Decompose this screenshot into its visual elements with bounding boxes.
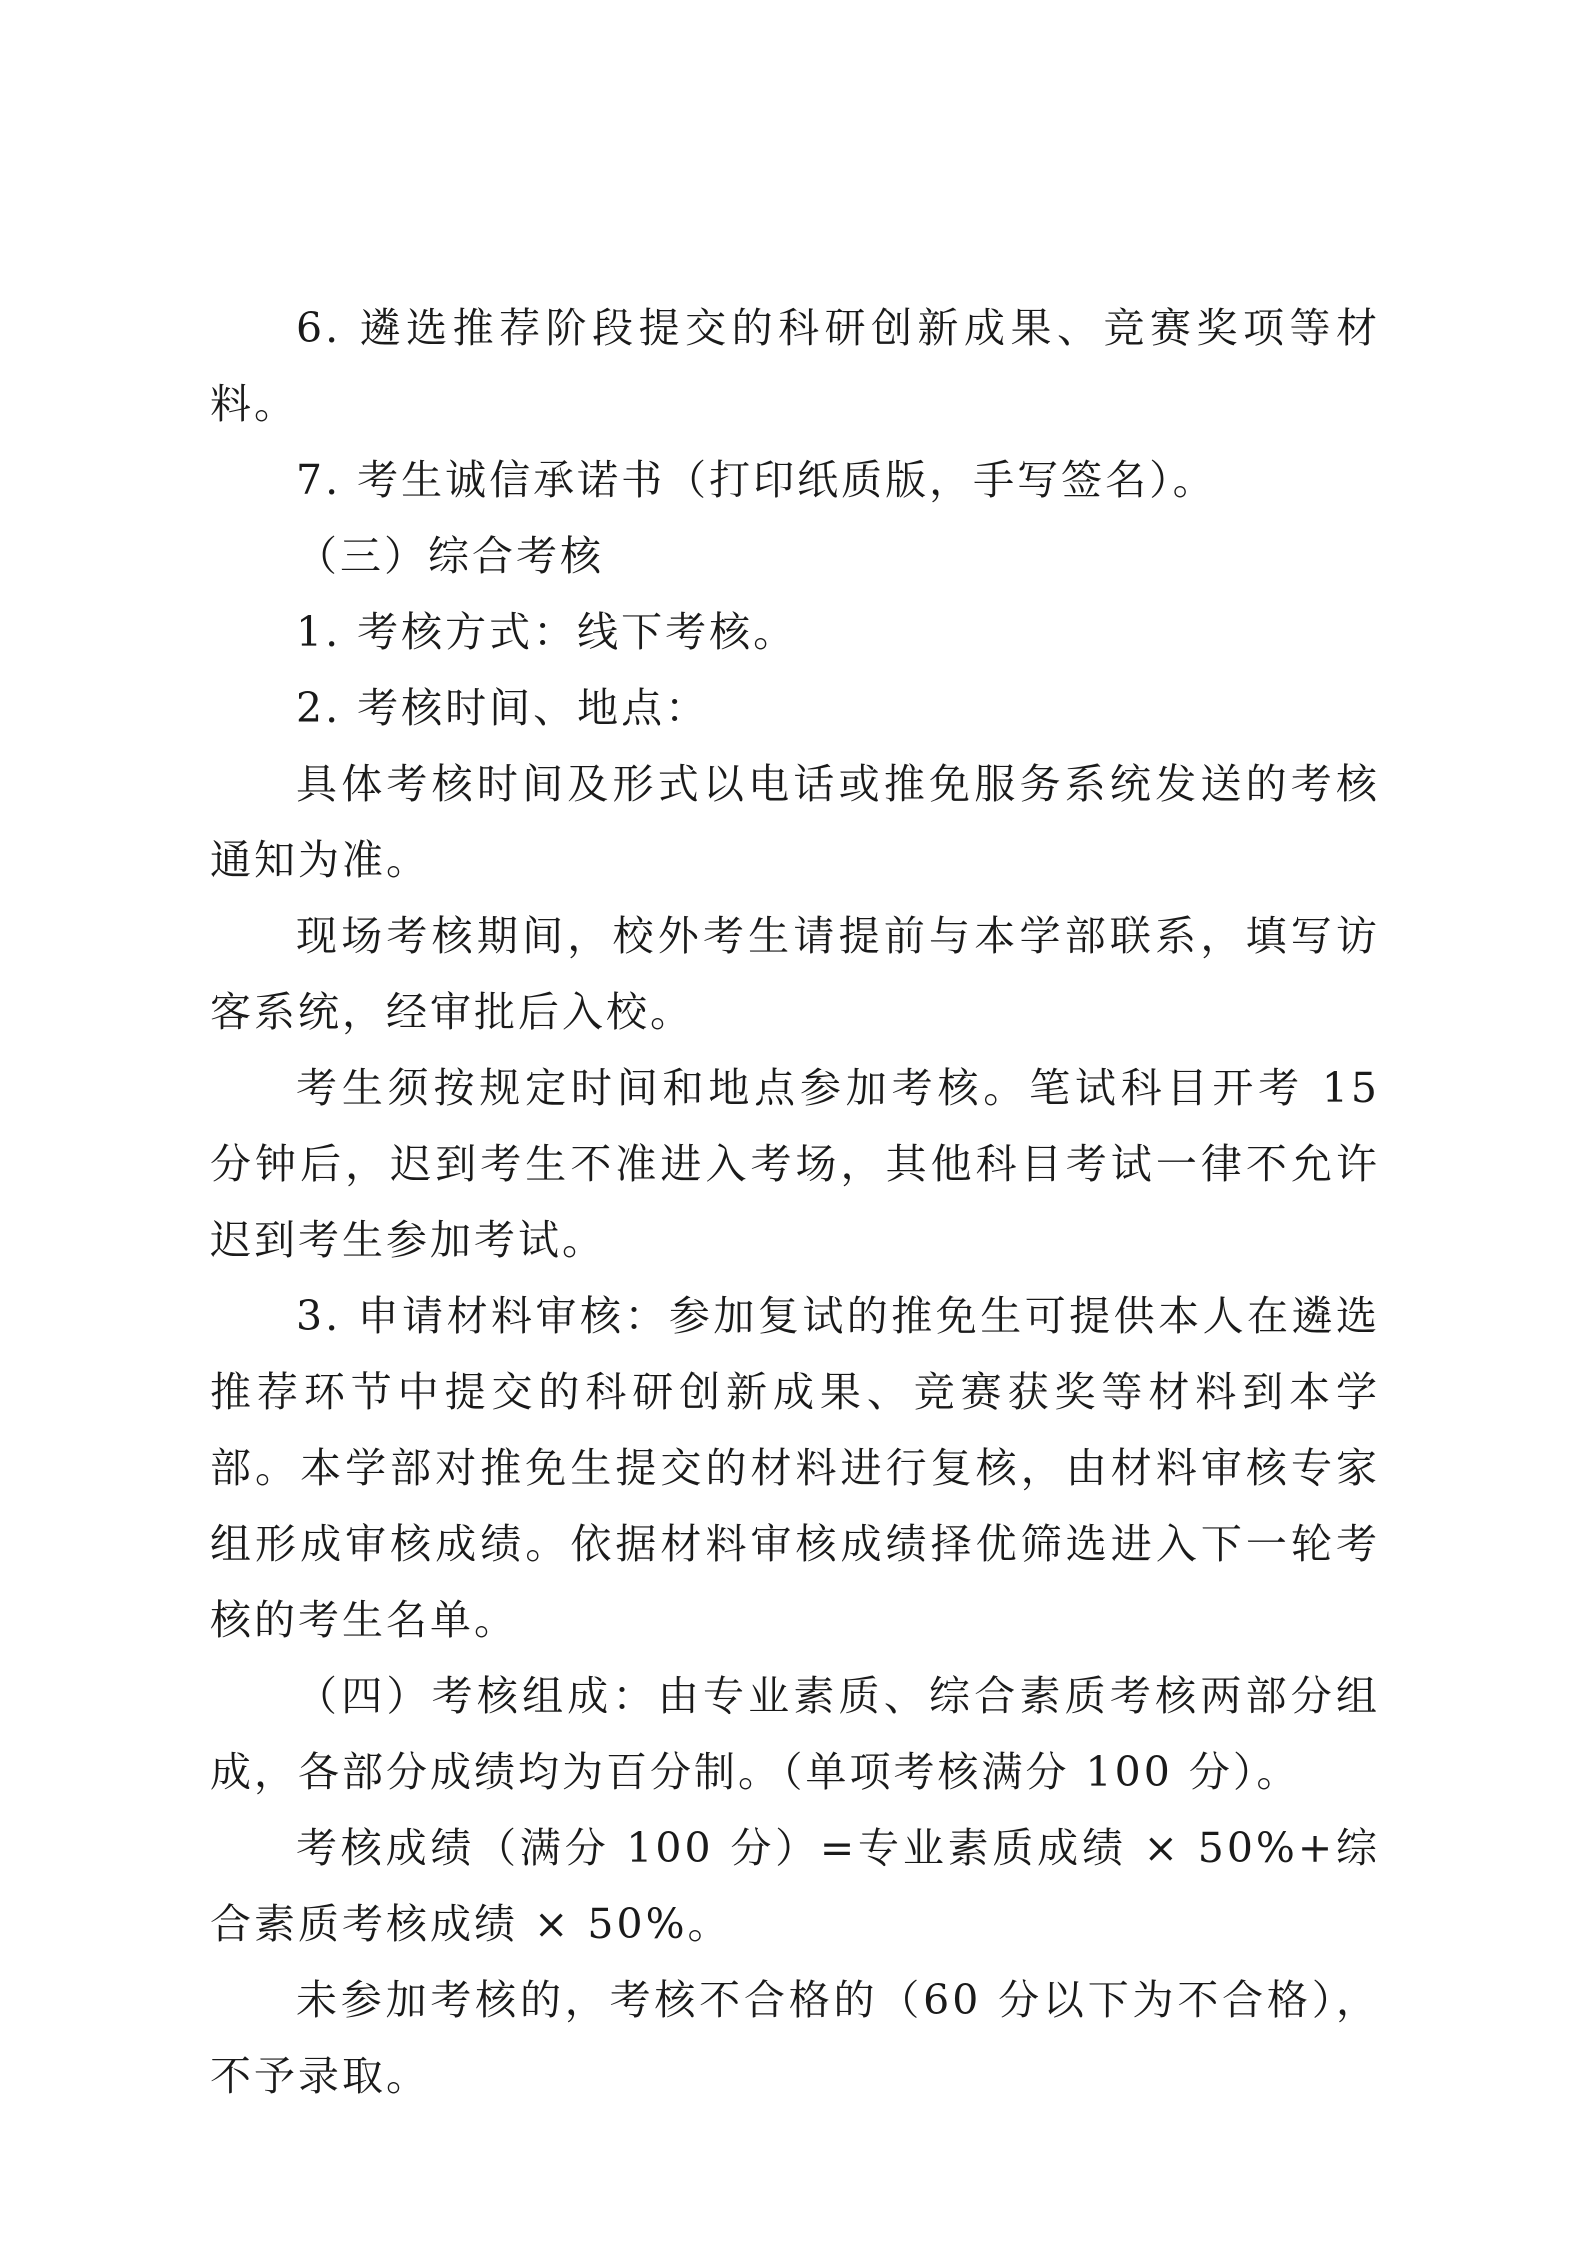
visitor-paragraph: 现场考核期间，校外考生请提前与本学部联系，填写访客系统，经审批后入校。 — [210, 912, 1380, 1036]
document-body — [210, 290, 1380, 2114]
attendance-rules-paragraph: 考生须按规定时间和地点参加考核。笔试科目开考 15 分钟后，迟到考生不准进入考场，其他科目考试一律不允许迟到考生参加考试。 — [210, 1064, 1380, 1264]
rejection-paragraph: 未参加考核的，考核不合格的（60 分以下为不合格），不予录取。 — [210, 1976, 1380, 2100]
assessment-time-place-paragraph: 2. 考核时间、地点： — [296, 684, 710, 732]
section-4-paragraph: （四）考核组成：由专业素质、综合素质考核两部分组成，各部分成绩均为百分制。（单项考核满分 100 分）。 — [210, 1672, 1380, 1796]
section-3-heading: （三）综合考核 — [296, 532, 604, 580]
score-formula-paragraph: 考核成绩（满分 100 分）=专业素质成绩 × 50%+综合素质考核成绩 × 50%。 — [210, 1824, 1380, 1948]
item-7-paragraph: 7. 考生诚信承诺书（打印纸质版，手写签名）。 — [296, 456, 1217, 504]
notice-paragraph: 具体考核时间及形式以电话或推免服务系统发送的考核通知为准。 — [210, 760, 1380, 884]
material-review-paragraph: 3. 申请材料审核：参加复试的推免生可提供本人在遴选推荐环节中提交的科研创新成果、竞赛获奖等材料到本学部。本学部对推免生提交的材料进行复核，由材料审核专家组形成审核成绩。依据材料审核成绩择优筛选进入下一轮考核的考生名单。 — [210, 1292, 1380, 1644]
item-6-paragraph: 6. 遴选推荐阶段提交的科研创新成果、竞赛奖项等材料。 — [210, 304, 1380, 428]
assessment-method-paragraph: 1. 考核方式：线下考核。 — [296, 608, 798, 656]
